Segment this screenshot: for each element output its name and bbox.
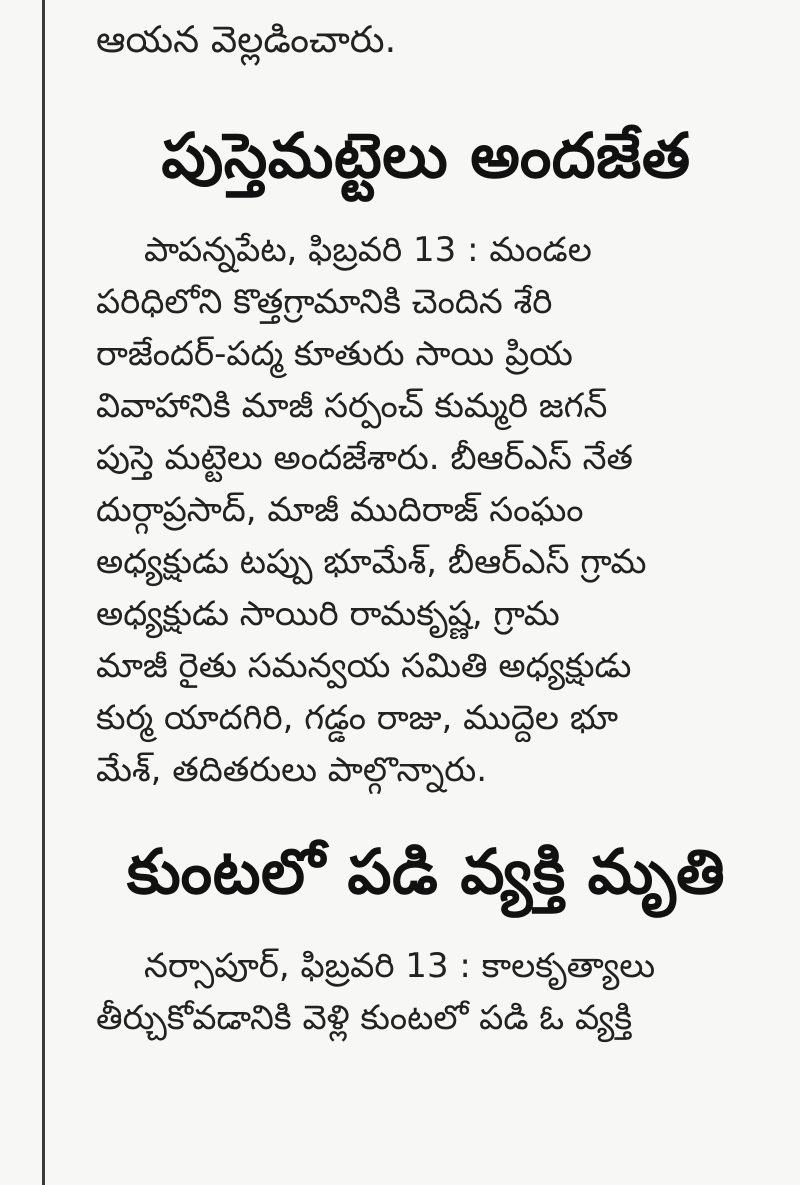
body-line: రాజేందర్-పద్మ కూతురు సాయి ప్రియ [96,334,573,374]
body-line: వివాహానికి మాజీ సర్పంచ్ కుమ్మరి జగన్ [96,386,608,426]
article-column [96,0,756,1044]
previous-article-ending: ఆయన వెల్లడించారు. [96,18,397,61]
column-divider [42,0,45,1185]
body-line: పాపన్నపేట, ఫిబ్రవరి 13 : మండల [144,230,592,270]
article-headline: కుంటలో పడి వ్యక్తి మృతి [126,835,726,908]
body-line: పుస్తె మట్టెలు అందజేశారు. బీఆర్ఎస్ నేత [96,438,634,478]
body-line: కుర్మ యాదగిరి, గడ్డం రాజు, ముద్దెల భూ [96,698,619,738]
body-line: నర్సాపూర్, ఫిబ్రవరి 13 : కాలకృత్యాలు [144,946,656,986]
body-line: దుర్గాప్రసాద్, మాజీ ముదిరాజ్ సంఘం [96,490,584,530]
body-line: మేశ్, తదితరులు పాల్గొన్నారు. [96,750,488,790]
article-body [96,224,756,796]
body-line: అధ్యక్షుడు టప్పు భూమేశ్, బీఆర్ఎస్ గ్రామ [96,542,647,582]
article-headline: పుస్తెమట్టెలు అందజేత [161,119,691,192]
article-body [96,940,756,1044]
body-line: తీర్చుకోవడానికి వెళ్లి కుంటలో పడి ఓ వ్యక్తి [96,998,633,1038]
body-line: అధ్యక్షుడు సాయిరి రామకృష్ణ, గ్రామ [96,594,560,634]
body-line: మాజీ రైతు సమన్వయ సమితి అధ్యక్షుడు [96,646,632,686]
body-line: పరిధిలోని కొత్తగ్రామానికి చెందిన శేరి [96,282,553,322]
